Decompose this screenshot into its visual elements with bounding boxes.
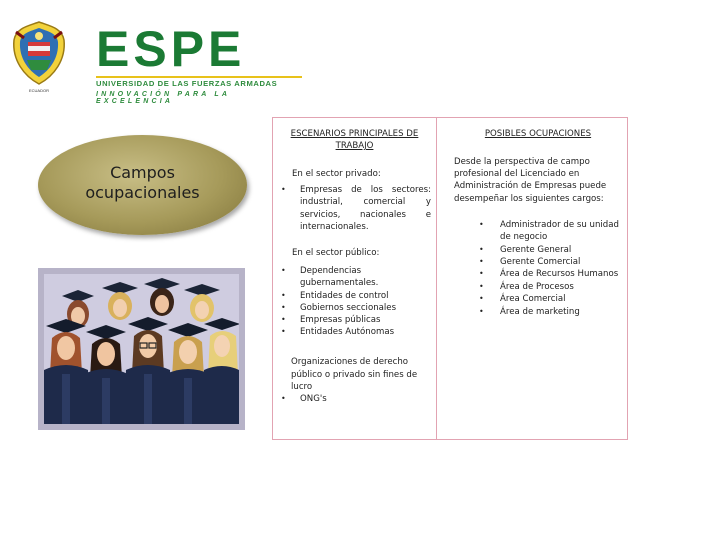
brand-wordmark: ESPE xyxy=(96,21,246,77)
list-item: • Dependencias gubernamentales. xyxy=(278,265,431,289)
nonprofit-intro: Organizaciones de derecho público o privado sin fines de lucro xyxy=(291,357,418,392)
photo-frame xyxy=(38,268,245,430)
public-sector-label: En el sector público: xyxy=(292,248,380,259)
list-item: • Gerente Comercial xyxy=(454,256,622,268)
graduates-photo xyxy=(44,274,239,424)
col-occupations-header: POSIBLES OCUPACIONES xyxy=(484,129,592,139)
list-item: • Área de marketing xyxy=(454,306,622,318)
list-item: • Empresas públicas xyxy=(278,314,431,326)
list-item: • Administrador de su unidad de negocio xyxy=(454,219,622,244)
list-item: • ONG's xyxy=(278,393,431,405)
list-item: • Área de Procesos xyxy=(454,281,622,293)
occupations-list xyxy=(454,219,622,318)
oval-title-line2: ocupacionales xyxy=(85,183,200,202)
list-item: • Empresas de los sectores: industrial, comercial y servicios, nacionales e internacionales. xyxy=(278,184,431,233)
nonprofit-list xyxy=(278,393,431,405)
graduates-illustration-icon xyxy=(44,274,239,424)
col-occupations xyxy=(454,128,622,318)
list-item: • Área de Recursos Humanos xyxy=(454,268,622,280)
list-item: • Entidades de control xyxy=(278,290,431,302)
university-seal-icon xyxy=(10,20,68,86)
private-sector-list xyxy=(278,184,431,233)
list-item: • Área Comercial xyxy=(454,293,622,305)
list-item: • Gobiernos seccionales xyxy=(278,302,431,314)
private-sector-label: En el sector privado: xyxy=(292,169,381,179)
list-item: • Gerente General xyxy=(454,244,622,256)
espe-logo xyxy=(10,18,310,105)
public-sector-list xyxy=(278,265,431,338)
column-divider xyxy=(436,117,437,440)
col-scenarios xyxy=(278,128,431,405)
university-motto: INNOVACIÓN PARA LA EXCELENCIA xyxy=(96,91,230,105)
university-name: UNIVERSIDAD DE LAS FUERZAS ARMADAS xyxy=(96,76,302,88)
oval-title-line1: Campos xyxy=(110,163,175,182)
list-item: • Entidades Autónomas xyxy=(278,326,431,338)
occupations-intro: Desde la perspectiva de campo profesional del Licenciado en Administración de Empresas puede desempeñar los siguientes cargos: xyxy=(454,157,607,204)
oval-title xyxy=(38,163,247,203)
seal-caption: ECUADOR xyxy=(28,88,49,93)
col-scenarios-header: ESCENARIOS PRINCIPALES DE TRABAJO xyxy=(290,129,419,151)
